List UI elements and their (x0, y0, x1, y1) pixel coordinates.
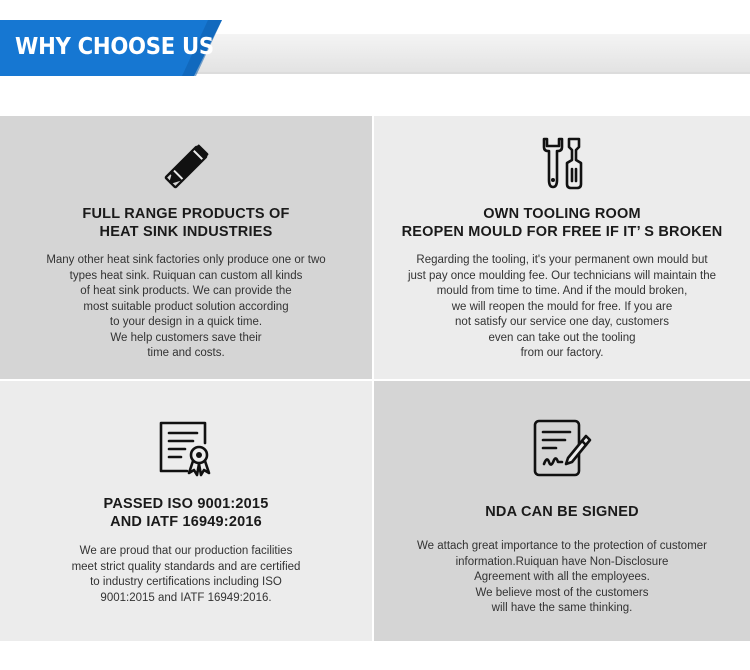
feature-title: NDA CAN BE SIGNED (485, 504, 639, 520)
feature-description: Regarding the tooling, it's your permanent own mould but just pay once moulding fee. Our technicians will maintain the mould from time to time. And if the mould broken, we will reopen the mould for free. If you are not satisfy our service one day, customers even can take out the tooling from our factory. (407, 254, 717, 359)
feature-title: PASSED ISO 9001:2015 AND IATF 16949:2016 (103, 496, 269, 530)
features-grid (0, 116, 750, 641)
feature-description: Many other heat sink factories only produce one or two types heat sink. Ruiquan can custom all kinds of heat sink products. We can provide the most suitable product solution according to your design in a quick time. We help customers save their time and costs. (46, 254, 326, 359)
feature-title: OWN TOOLING ROOM REOPEN MOULD FOR FREE IF IT’ S BROKEN (401, 206, 723, 240)
section-title: WHY CHOOSE US (15, 34, 214, 60)
section-header (0, 20, 750, 76)
pencil-ruler-icon (159, 140, 213, 199)
certificate-icon (157, 419, 215, 482)
signed-document-icon (532, 418, 592, 483)
feature-iso-certification (0, 381, 372, 641)
feature-description: We are proud that our production facilities meet strict quality standards and are certified to industry certifications including ISO 9001:2015 and IATF 16949:2016. (71, 545, 301, 604)
feature-title: FULL RANGE PRODUCTS OF HEAT SINK INDUSTRIES (82, 206, 290, 240)
feature-description: We attach great importance to the protection of customer information.Ruiquan have Non-Disclosure Agreement with all the employees. We believe most of the customers will have the same thinking. (417, 540, 707, 614)
feature-nda (374, 381, 750, 641)
wrench-screwdriver-icon (539, 136, 585, 195)
feature-full-range-products (0, 116, 372, 379)
feature-own-tooling-room (374, 116, 750, 379)
